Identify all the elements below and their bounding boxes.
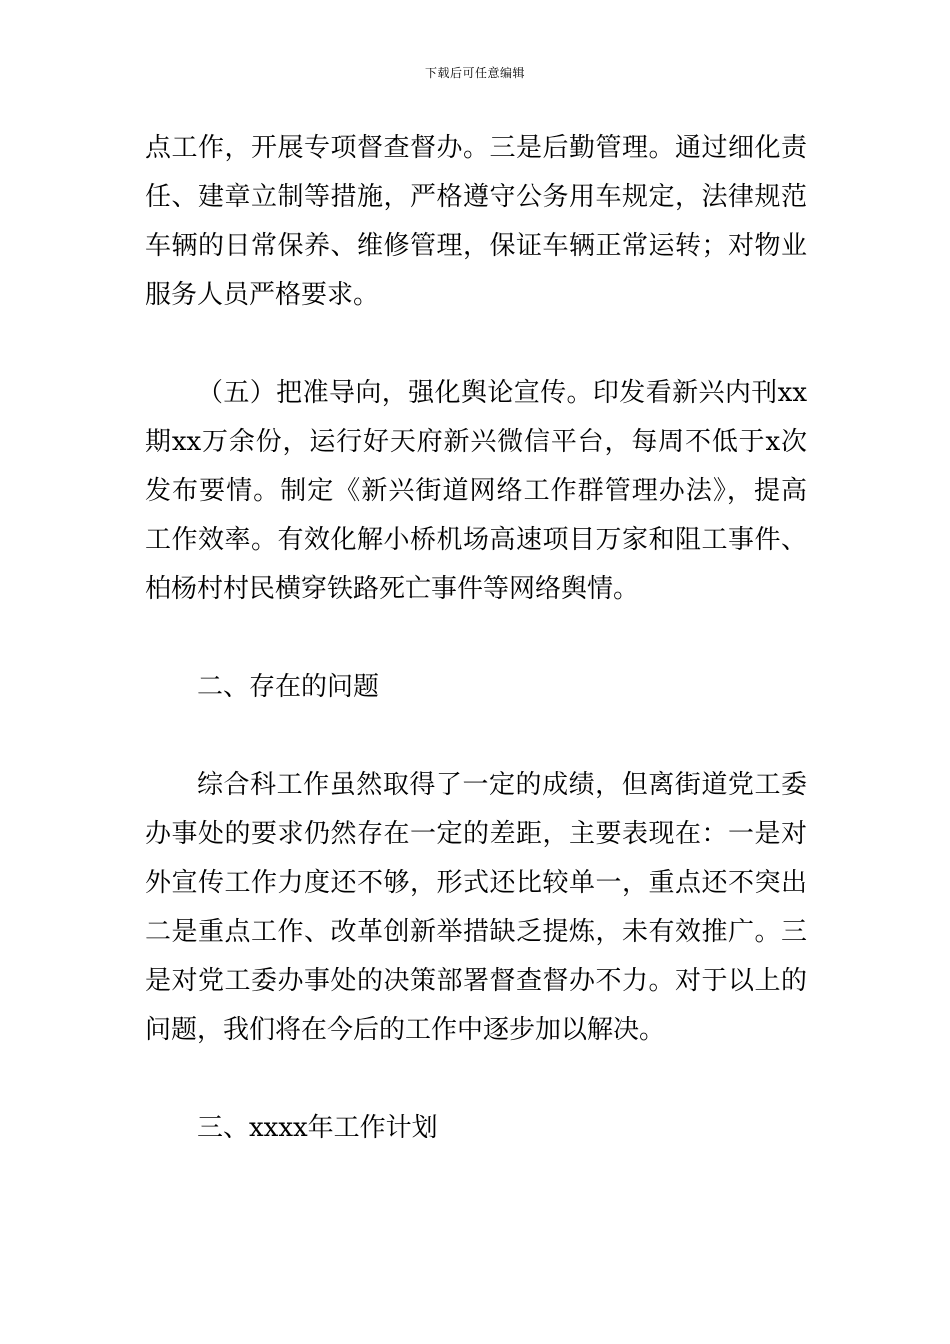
paragraph-publicity: （五）把准导向，强化舆论宣传。印发看新兴内刊xx期xx万余份，运行好天府新兴微信平台，每周不低于x次发布要情。制定《新兴街道网络工作群管理办法》，提高工作效率。有效化解小桥机场高速项目万家和阻工事件、柏杨村村民横穿铁路死亡事件等网络舆情。 xyxy=(145,378,807,604)
paragraph-logistics: 点工作，开展专项督查督办。三是后勤管理。通过细化责任、建章立制等措施，严格遵守公务用车规定，法律规范车辆的日常保养、维修管理，保证车辆正常运转；对物业服务人员严格要求。 xyxy=(145,133,807,310)
document-body xyxy=(145,124,807,1153)
section-heading-problems: 二、存在的问题 xyxy=(197,672,380,702)
paragraph-problems: 综合科工作虽然取得了一定的成绩，但离街道党工委办事处的要求仍然存在一定的差距，主要表现在：一是对外宣传工作力度还不够，形式还比较单一，重点还不突出二是重点工作、改革创新举措缺乏提炼，未有效推广。三是对党工委办事处的决策部署督查督办不力。对于以上的问题，我们将在今后的工作中逐步加以解决。 xyxy=(145,770,807,1045)
section-heading-work-plan: 三、xxxx年工作计划 xyxy=(197,1113,438,1143)
page-header-note: 下载后可任意编辑 xyxy=(424,66,525,80)
